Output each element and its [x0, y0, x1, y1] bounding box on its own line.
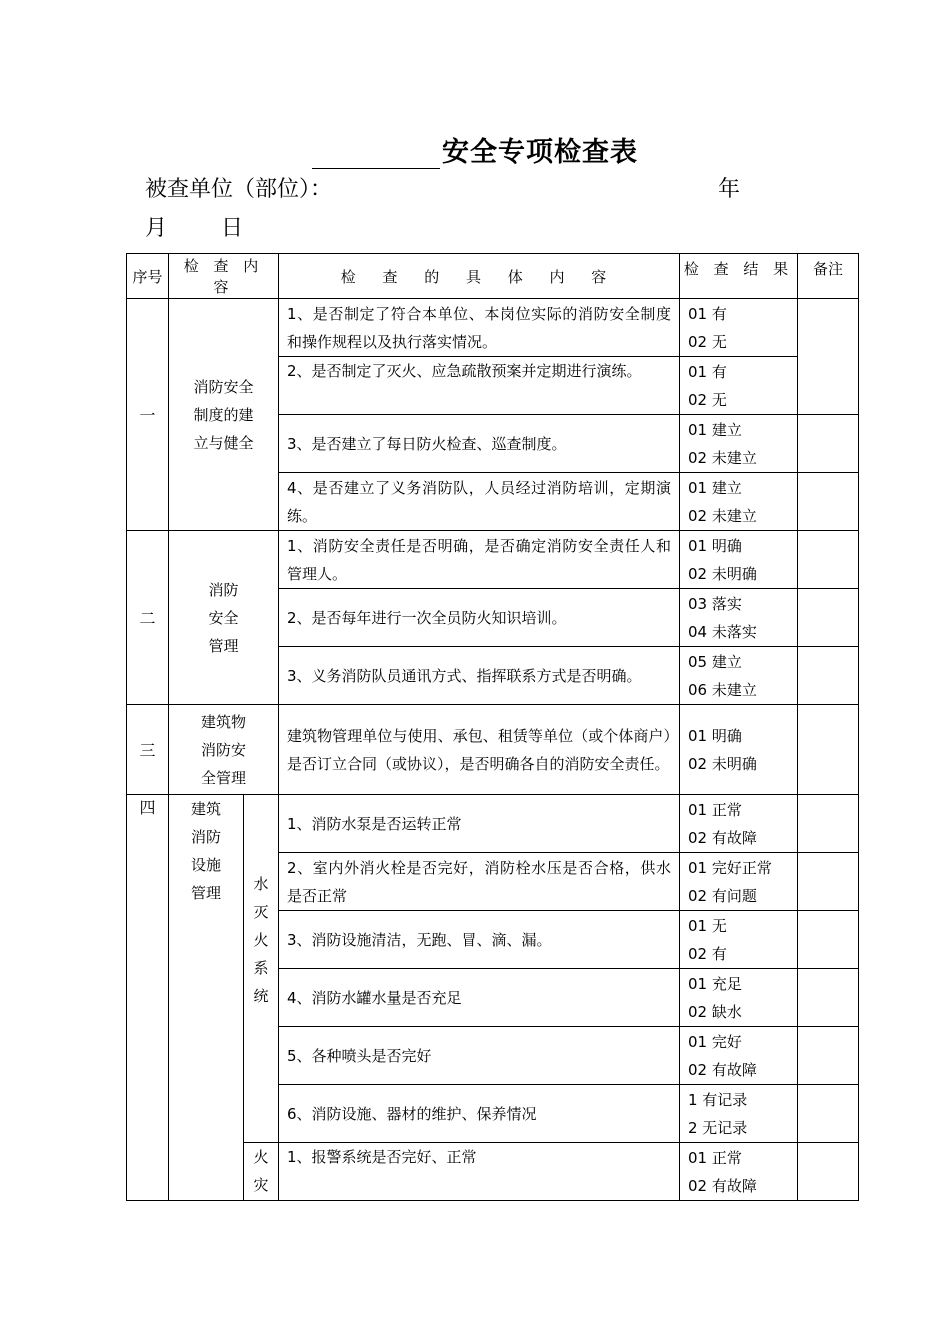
remark-cell[interactable]	[798, 531, 859, 589]
table-row	[127, 531, 859, 589]
result-cell[interactable]: 01 明确 02 未明确	[680, 705, 798, 795]
page-title	[0, 130, 950, 169]
result-cell[interactable]: 01 完好正常 02 有问题	[680, 853, 798, 911]
item-cell: 1、报警系统是否完好、正常	[279, 1143, 680, 1201]
result-cell[interactable]: 01 建立 02 未建立	[680, 415, 798, 473]
remark-cell[interactable]	[798, 853, 859, 911]
item-cell: 4、是否建立了义务消防队，人员经过消防培训，定期演练。	[279, 473, 680, 531]
col-header-result: 检 查 结 果	[680, 254, 798, 299]
inspected-unit-label: 被查单位（部位）：	[145, 177, 333, 202]
remark-cell[interactable]	[798, 911, 859, 969]
month-label: 月	[145, 216, 168, 241]
result-cell[interactable]: 05 建立 06 未建立	[680, 647, 798, 705]
seq-cell: 四	[127, 795, 169, 1201]
category-cell: 建筑 消防 设施 管理	[169, 795, 244, 1201]
item-cell: 6、消防设施、器材的维护、保养情况	[279, 1085, 680, 1143]
category-cell: 消防安全 制度的建 立与健全	[169, 299, 279, 531]
item-cell: 4、消防水罐水量是否充足	[279, 969, 680, 1027]
day-label: 日	[221, 216, 244, 241]
item-cell: 1、消防水泵是否运转正常	[279, 795, 680, 853]
remark-cell[interactable]	[798, 647, 859, 705]
result-cell[interactable]: 1 有记录 2 无记录	[680, 1085, 798, 1143]
category-cell: 消防 安全 管理	[169, 531, 279, 705]
result-cell[interactable]: 01 有 02 无	[680, 299, 798, 357]
seq-cell: 二	[127, 531, 169, 705]
col-header-seq: 序号	[127, 254, 169, 299]
title-blank-line[interactable]	[312, 138, 440, 169]
remark-cell[interactable]	[798, 415, 859, 473]
col-header-category: 检 查 内 容	[169, 254, 279, 299]
remark-cell[interactable]	[798, 1143, 859, 1201]
result-cell[interactable]: 03 落实 04 未落实	[680, 589, 798, 647]
result-cell[interactable]: 01 正常 02 有故障	[680, 795, 798, 853]
item-cell: 3、义务消防队员通讯方式、指挥联系方式是否明确。	[279, 647, 680, 705]
item-cell: 2、是否每年进行一次全员防火知识培训。	[279, 589, 680, 647]
remark-cell[interactable]	[798, 969, 859, 1027]
result-cell[interactable]: 01 正常 02 有故障	[680, 1143, 798, 1201]
remark-cell[interactable]	[798, 589, 859, 647]
item-cell: 1、消防安全责任是否明确，是否确定消防安全责任人和管理人。	[279, 531, 680, 589]
seq-cell: 一	[127, 299, 169, 531]
table-row	[127, 795, 859, 853]
item-cell: 2、是否制定了灭火、应急疏散预案并定期进行演练。	[279, 357, 680, 415]
item-cell: 3、是否建立了每日防火检查、巡查制度。	[279, 415, 680, 473]
result-cell[interactable]: 01 建立 02 未建立	[680, 473, 798, 531]
item-cell: 1、是否制定了符合本单位、本岗位实际的消防安全制度和操作规程以及执行落实情况。	[279, 299, 680, 357]
remark-cell[interactable]	[798, 795, 859, 853]
col-header-content: 检 查 的 具 体 内 容	[279, 254, 680, 299]
result-cell[interactable]: 01 完好 02 有故障	[680, 1027, 798, 1085]
title-text: 安全专项检查表	[442, 137, 638, 168]
seq-cell: 三	[127, 705, 169, 795]
inspection-table	[126, 253, 859, 1201]
result-cell[interactable]: 01 充足 02 缺水	[680, 969, 798, 1027]
item-cell: 2、室内外消火栓是否完好，消防栓水压是否合格，供水是否正常	[279, 853, 680, 911]
remark-cell[interactable]	[798, 705, 859, 795]
item-cell: 5、各种喷头是否完好	[279, 1027, 680, 1085]
remark-cell[interactable]	[798, 299, 859, 415]
table-row	[127, 299, 859, 357]
remark-cell[interactable]	[798, 473, 859, 531]
remark-cell[interactable]	[798, 1027, 859, 1085]
result-cell[interactable]: 01 无 02 有	[680, 911, 798, 969]
year-label: 年	[718, 177, 741, 202]
subcategory-cell: 水 灭 火 系 统	[244, 795, 279, 1143]
table-row	[127, 705, 859, 795]
category-cell: 建筑物 消防安 全管理	[169, 705, 279, 795]
date-line	[145, 211, 243, 242]
result-cell[interactable]: 01 有 02 无	[680, 357, 798, 415]
item-cell: 建筑物管理单位与使用、承包、租赁等单位（或个体商户）是否订立合同（或协议），是否明确各自的消防安全责任。	[279, 705, 680, 795]
remark-cell[interactable]	[798, 1085, 859, 1143]
col-header-remark: 备注	[798, 254, 859, 299]
result-cell[interactable]: 01 明确 02 未明确	[680, 531, 798, 589]
subcategory-cell: 火 灾	[244, 1143, 279, 1201]
item-cell: 3、消防设施清洁，无跑、冒、滴、漏。	[279, 911, 680, 969]
